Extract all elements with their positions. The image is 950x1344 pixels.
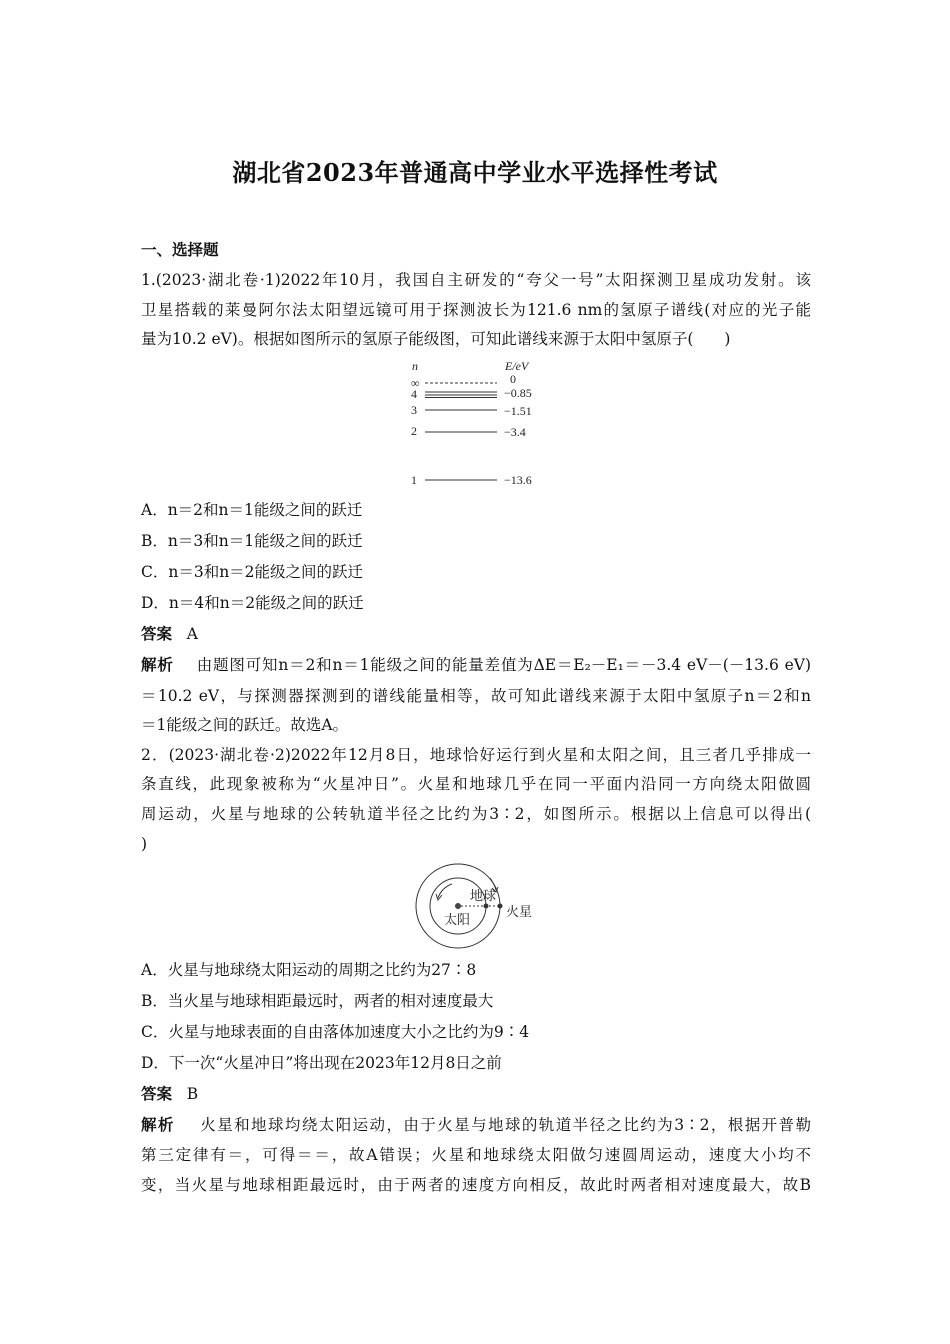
q2-analysis-line: 变，当火星与地球相距最远时，由于两者的速度方向相反，故此时两者相对速度最大，故B (141, 1176, 811, 1194)
q2-option: B．当火星与地球相距最远时，两者的相对速度最大 (141, 992, 494, 1010)
q2-stem-line: 条直线，此现象被称为“火星冲日”。火星和地球几乎在同一平面内沿同一方向绕太阳做圆 (141, 775, 811, 793)
sun-dot (455, 903, 461, 909)
level-e-label: −13.6 (504, 473, 532, 487)
q1-option: C．n＝3和n＝2能级之间的跃迁 (141, 563, 364, 581)
level-n-label: 4 (411, 387, 417, 401)
earth-label: 地球 (470, 888, 497, 903)
answer-value: B (186, 1085, 199, 1103)
q2-answer (141, 1084, 811, 1104)
energy-level-diagram (400, 356, 560, 491)
q1-stem-line: 量为10.2 eV)。根据如图所示的氢原子能级图，可知此谱线来源于太阳中氢原子( ) (141, 330, 731, 348)
q1-stem-line: 卫星搭载的莱曼阿尔法太阳望远镜可用于探测波长为121.6 nm的氢原子谱线(对应的光子能 (141, 301, 811, 319)
level-e-label: −3.4 (504, 425, 526, 439)
q1-analysis-line (141, 655, 811, 675)
q2-option: D．下一次“火星冲日”将出现在2023年12月8日之前 (141, 1054, 502, 1072)
orbit-diagram (412, 862, 542, 954)
q1-option: B．n＝3和n＝1能级之间的跃迁 (141, 532, 363, 550)
e-axis-label: E/eV (505, 359, 529, 373)
level-n-label: 2 (411, 424, 417, 438)
sun-label: 太阳 (444, 912, 471, 927)
q1-option: A．n＝2和n＝1能级之间的跃迁 (141, 501, 363, 519)
q1-stem-line: 1.(2023·湖北卷·1)2022年10月，我国自主研发的“夸父一号”太阳探测卫星成功发射。该 (141, 271, 811, 289)
analysis-label: 解析 (141, 1115, 175, 1134)
q1-answer (141, 624, 811, 644)
q2-analysis-line (141, 1115, 811, 1135)
answer-label: 答案 (141, 624, 173, 643)
q2-stem-line: 2．(2023·湖北卷·2)2022年12月8日，地球恰好运行到火星和太阳之间，且三者几乎排成一 (141, 746, 811, 764)
level-e-label: −1.51 (504, 404, 532, 418)
level-e-label: −0.85 (504, 386, 532, 400)
earth-dot (484, 904, 489, 909)
level-e-label: 0 (510, 372, 516, 386)
level-n-label: ∞ (411, 376, 420, 390)
rotation-arrow (438, 884, 452, 898)
analysis-text: 火星和地球均绕太阳运动，由于火星与地球的轨道半径之比约为3∶2，根据开普勒 (200, 1116, 811, 1134)
level-n-label: 3 (411, 403, 417, 417)
q2-analysis-line: 第三定律有＝，可得＝＝，故A错误；火星和地球绕太阳做匀速圆周运动，速度大小均不 (141, 1146, 811, 1164)
q2-stem-line: ) (141, 835, 148, 853)
answer-value: A (186, 625, 198, 643)
level-n-label: 1 (411, 473, 417, 487)
q2-stem-line: 周运动，火星与地球的公转轨道半径之比约为3∶2，如图所示。根据以上信息可以得出( (141, 805, 811, 823)
mars-label: 火星 (506, 904, 533, 919)
section-heading: 一、选择题 (141, 240, 219, 259)
page-title: 湖北省2023年普通高中学业水平选择性考试 (232, 158, 718, 187)
mars-dot (498, 904, 503, 909)
q1-option: D．n＝4和n＝2能级之间的跃迁 (141, 594, 364, 612)
analysis-label: 解析 (141, 655, 174, 674)
q1-analysis-line: ＝10.2 eV，与探测器探测到的谱线能量相等，故可知此谱线来源于太阳中氢原子n＝2和n (141, 687, 811, 705)
answer-label: 答案 (141, 1084, 173, 1103)
analysis-text: 由题图可知n＝2和n＝1能级之间的能量差值为ΔE＝E₂－E₁＝－3.4 eV－(－13.6 eV) (196, 656, 811, 674)
q2-option: C．火星与地球表面的自由落体加速度大小之比约为9∶4 (141, 1023, 530, 1041)
q1-analysis-line: ＝1能级之间的跃迁。故选A。 (141, 716, 349, 734)
q2-option: A．火星与地球绕太阳运动的周期之比约为27∶8 (141, 961, 477, 979)
n-axis-label: n (412, 359, 418, 373)
